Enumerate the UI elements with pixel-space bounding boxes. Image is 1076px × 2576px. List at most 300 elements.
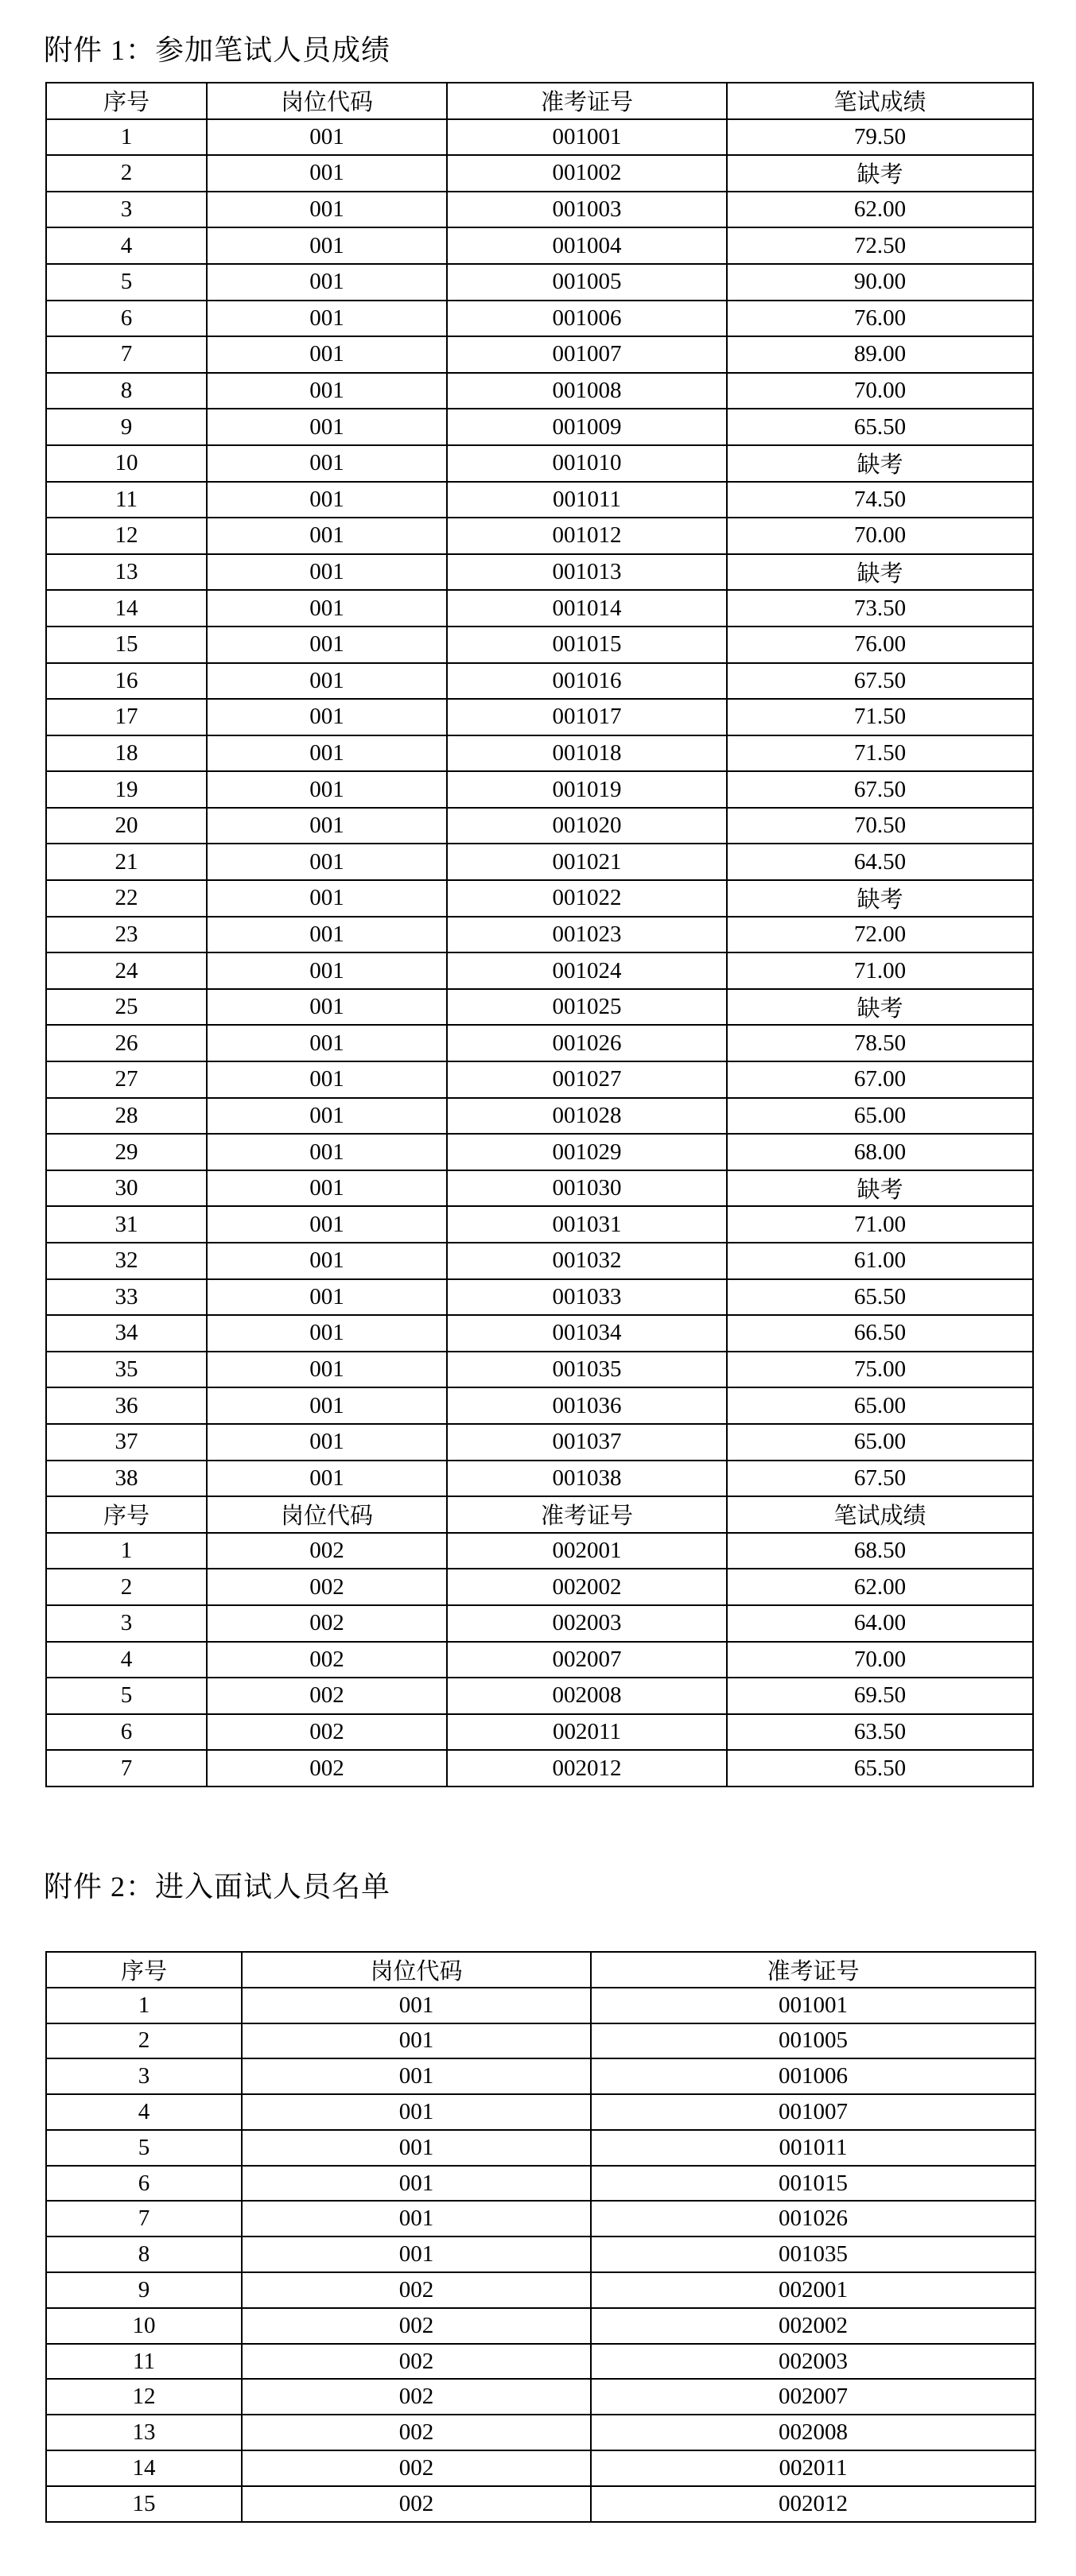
table-cell: 001010 [447, 445, 727, 482]
table-cell: 65.00 [727, 1098, 1033, 1135]
table-cell: 001 [207, 409, 447, 445]
column-header: 岗位代码 [207, 1496, 447, 1533]
table-cell: 3 [46, 1605, 207, 1642]
table-cell: 002007 [591, 2379, 1035, 2415]
table-cell: 24 [46, 952, 207, 989]
table-cell: 28 [46, 1098, 207, 1135]
table-row [46, 192, 1033, 228]
table-cell: 001 [207, 155, 447, 192]
table-cell: 38 [46, 1461, 207, 1497]
table-row [46, 1750, 1033, 1787]
table-cell: 001020 [447, 808, 727, 844]
table-cell: 19 [46, 771, 207, 808]
table-row [46, 1025, 1033, 1061]
table-cell: 5 [46, 1678, 207, 1714]
table-cell: 14 [46, 590, 207, 627]
table-cell: 69.50 [727, 1678, 1033, 1714]
table-cell: 001 [207, 627, 447, 663]
table-cell: 3 [46, 2058, 242, 2094]
table-row [46, 771, 1033, 808]
table-cell: 9 [46, 409, 207, 445]
table-cell: 001005 [447, 264, 727, 301]
table-row [46, 1605, 1033, 1642]
column-header: 岗位代码 [242, 1952, 591, 1988]
table-cell: 15 [46, 2486, 242, 2522]
table-row [46, 554, 1033, 591]
table-cell: 75.00 [727, 1352, 1033, 1388]
table-row [46, 1642, 1033, 1678]
table-cell: 001013 [447, 554, 727, 591]
table-cell: 71.50 [727, 735, 1033, 772]
table-cell: 001036 [447, 1387, 727, 1424]
table-cell: 71.00 [727, 1206, 1033, 1243]
column-header: 准考证号 [591, 1952, 1035, 1988]
table-row [46, 518, 1033, 554]
table-cell: 64.50 [727, 844, 1033, 880]
table-cell: 20 [46, 808, 207, 844]
table-row [46, 2201, 1035, 2237]
table-cell: 9 [46, 2272, 242, 2308]
table-cell: 29 [46, 1134, 207, 1170]
table-row [46, 2486, 1035, 2522]
table-cell: 001 [207, 917, 447, 953]
table-cell: 001 [207, 880, 447, 917]
table-cell: 8 [46, 2237, 242, 2272]
table-cell: 缺考 [727, 155, 1033, 192]
table-cell: 001 [207, 264, 447, 301]
table-row [46, 1315, 1033, 1352]
table-cell: 缺考 [727, 1170, 1033, 1207]
table-cell: 002 [242, 2379, 591, 2415]
table-cell: 65.50 [727, 1279, 1033, 1316]
table-cell: 001014 [447, 590, 727, 627]
table-cell: 001015 [447, 627, 727, 663]
table-cell: 001 [207, 1315, 447, 1352]
table-cell: 001018 [447, 735, 727, 772]
column-header: 序号 [46, 1952, 242, 1988]
table-cell: 11 [46, 2344, 242, 2380]
table-cell: 76.00 [727, 301, 1033, 337]
table-cell: 72.50 [727, 227, 1033, 264]
table-cell: 65.50 [727, 409, 1033, 445]
table-cell: 001038 [447, 1461, 727, 1497]
table-cell: 73.50 [727, 590, 1033, 627]
table-cell: 2 [46, 155, 207, 192]
table-cell: 001 [242, 2166, 591, 2202]
table-cell: 002012 [447, 1750, 727, 1787]
table-cell: 002001 [591, 2272, 1035, 2308]
column-header: 序号 [46, 83, 207, 119]
table-cell: 1 [46, 1533, 207, 1569]
table-cell: 16 [46, 663, 207, 700]
table-cell: 001021 [447, 844, 727, 880]
table-cell: 001017 [447, 699, 727, 735]
table-row [46, 1533, 1033, 1569]
table-cell: 90.00 [727, 264, 1033, 301]
table-row [46, 1387, 1033, 1424]
table-cell: 001011 [447, 482, 727, 518]
table-cell: 001 [207, 482, 447, 518]
table-cell: 002 [242, 2344, 591, 2380]
written-test-score-table [45, 82, 1034, 1787]
table-row [46, 1352, 1033, 1388]
table-cell: 001 [207, 590, 447, 627]
table-row [46, 1243, 1033, 1279]
table-cell: 67.50 [727, 663, 1033, 700]
table-cell: 001 [242, 2094, 591, 2130]
table-cell: 67.50 [727, 771, 1033, 808]
table-cell: 001004 [447, 227, 727, 264]
attachment2-title: 附件 2：进入面试人员名单 [44, 1870, 391, 1903]
table-row [46, 627, 1033, 663]
table-cell: 001001 [591, 1988, 1035, 2023]
table-cell: 62.00 [727, 1569, 1033, 1605]
table-cell: 70.00 [727, 518, 1033, 554]
table-cell: 001026 [591, 2201, 1035, 2237]
table-cell: 001 [207, 771, 447, 808]
table-cell: 22 [46, 880, 207, 917]
interview-list-table [45, 1951, 1036, 2523]
table-cell: 001002 [447, 155, 727, 192]
table-cell: 001001 [447, 119, 727, 156]
score-table-group-001 [46, 83, 1033, 1496]
table-row [46, 1206, 1033, 1243]
table-cell: 27 [46, 1061, 207, 1098]
attachment1-title: 附件 1：参加笔试人员成绩 [44, 34, 391, 66]
table-row [46, 2023, 1035, 2059]
table-row [46, 917, 1033, 953]
table-cell: 002 [207, 1533, 447, 1569]
table-row [46, 808, 1033, 844]
table-row [46, 2344, 1035, 2380]
table-row [46, 227, 1033, 264]
table-cell: 002 [207, 1605, 447, 1642]
table-cell: 12 [46, 2379, 242, 2415]
table-cell: 72.00 [727, 917, 1033, 953]
table-row [46, 1988, 1035, 2023]
table-cell: 002 [207, 1714, 447, 1751]
table-cell: 001032 [447, 1243, 727, 1279]
table-cell: 001007 [591, 2094, 1035, 2130]
table-row [46, 2094, 1035, 2130]
table-cell: 13 [46, 2415, 242, 2450]
table-cell: 70.50 [727, 808, 1033, 844]
table-cell: 002 [207, 1750, 447, 1787]
table-cell: 18 [46, 735, 207, 772]
column-header: 准考证号 [447, 1496, 727, 1533]
table-row [46, 264, 1033, 301]
table-cell: 001 [242, 2130, 591, 2166]
table-cell: 001 [242, 2237, 591, 2272]
table-cell: 001 [207, 952, 447, 989]
table-row [46, 2308, 1035, 2344]
table-cell: 001 [207, 373, 447, 409]
table-cell: 001012 [447, 518, 727, 554]
table-cell: 13 [46, 554, 207, 591]
table-cell: 002008 [447, 1678, 727, 1714]
table-cell: 002 [207, 1569, 447, 1605]
table-row [46, 1134, 1033, 1170]
interview-table-body [46, 1952, 1035, 2522]
table-cell: 7 [46, 1750, 207, 1787]
table-cell: 001005 [591, 2023, 1035, 2059]
table-cell: 001 [207, 808, 447, 844]
table-cell: 001033 [447, 1279, 727, 1316]
table-cell: 6 [46, 1714, 207, 1751]
table-cell: 001 [207, 336, 447, 373]
table-cell: 002007 [447, 1642, 727, 1678]
table-cell: 2 [46, 2023, 242, 2059]
table-cell: 001035 [591, 2237, 1035, 2272]
table-row [46, 1714, 1033, 1751]
table-cell: 6 [46, 2166, 242, 2202]
table-cell: 68.50 [727, 1533, 1033, 1569]
table-cell: 001 [207, 1098, 447, 1135]
table-cell: 65.50 [727, 1750, 1033, 1787]
table-row [46, 482, 1033, 518]
table-row [46, 2166, 1035, 2202]
table-cell: 002 [242, 2272, 591, 2308]
table-row [46, 2450, 1035, 2486]
table-cell: 26 [46, 1025, 207, 1061]
table-cell: 4 [46, 1642, 207, 1678]
table-row [46, 2272, 1035, 2308]
table-row [46, 1279, 1033, 1316]
table-cell: 001 [207, 227, 447, 264]
table-cell: 001 [207, 1352, 447, 1388]
score-table-group-002 [46, 1496, 1033, 1787]
table-cell: 001006 [447, 301, 727, 337]
table-row [46, 336, 1033, 373]
header-row [46, 83, 1033, 119]
table-cell: 001 [207, 1134, 447, 1170]
column-header: 笔试成绩 [727, 1496, 1033, 1533]
table-row [46, 735, 1033, 772]
table-row [46, 989, 1033, 1026]
table-cell: 001022 [447, 880, 727, 917]
table-cell: 001037 [447, 1424, 727, 1461]
table-cell: 70.00 [727, 1642, 1033, 1678]
table-row [46, 1424, 1033, 1461]
table-row [46, 880, 1033, 917]
table-row [46, 2058, 1035, 2094]
table-cell: 65.00 [727, 1387, 1033, 1424]
table-cell: 001 [242, 2058, 591, 2094]
table-row [46, 2130, 1035, 2166]
table-cell: 缺考 [727, 880, 1033, 917]
table-cell: 001 [207, 1387, 447, 1424]
column-header: 岗位代码 [207, 83, 447, 119]
table-cell: 62.00 [727, 192, 1033, 228]
table-row [46, 119, 1033, 156]
table-cell: 002 [242, 2486, 591, 2522]
table-cell: 001026 [447, 1025, 727, 1061]
table-cell: 002011 [591, 2450, 1035, 2486]
table-cell: 001 [242, 1988, 591, 2023]
table-cell: 11 [46, 482, 207, 518]
table-cell: 12 [46, 518, 207, 554]
table-cell: 35 [46, 1352, 207, 1388]
column-header: 准考证号 [447, 83, 727, 119]
table-cell: 001009 [447, 409, 727, 445]
table-row [46, 663, 1033, 700]
table-cell: 78.50 [727, 1025, 1033, 1061]
table-cell: 001 [207, 1461, 447, 1497]
table-cell: 001006 [591, 2058, 1035, 2094]
table-cell: 001028 [447, 1098, 727, 1135]
table-cell: 001027 [447, 1061, 727, 1098]
table-cell: 4 [46, 227, 207, 264]
table-row [46, 590, 1033, 627]
column-header: 序号 [46, 1496, 207, 1533]
table-cell: 缺考 [727, 554, 1033, 591]
table-cell: 001031 [447, 1206, 727, 1243]
table-cell: 67.00 [727, 1061, 1033, 1098]
table-cell: 10 [46, 445, 207, 482]
table-cell: 67.50 [727, 1461, 1033, 1497]
table-cell: 89.00 [727, 336, 1033, 373]
table-cell: 001 [207, 1279, 447, 1316]
table-cell: 002003 [591, 2344, 1035, 2380]
table-cell: 66.50 [727, 1315, 1033, 1352]
table-cell: 14 [46, 2450, 242, 2486]
table-cell: 001019 [447, 771, 727, 808]
table-cell: 63.50 [727, 1714, 1033, 1751]
table-cell: 002002 [591, 2308, 1035, 2344]
table-cell: 30 [46, 1170, 207, 1207]
table-row [46, 1170, 1033, 1207]
table-cell: 36 [46, 1387, 207, 1424]
table-cell: 002012 [591, 2486, 1035, 2522]
table-cell: 001 [207, 1170, 447, 1207]
table-row [46, 373, 1033, 409]
table-cell: 001 [207, 554, 447, 591]
table-cell: 001011 [591, 2130, 1035, 2166]
table-row [46, 1098, 1033, 1135]
table-cell: 17 [46, 699, 207, 735]
table-cell: 33 [46, 1279, 207, 1316]
table-cell: 001 [207, 989, 447, 1026]
table-row [46, 2379, 1035, 2415]
table-cell: 002 [207, 1678, 447, 1714]
table-cell: 32 [46, 1243, 207, 1279]
table-cell: 6 [46, 301, 207, 337]
table-cell: 缺考 [727, 445, 1033, 482]
table-cell: 1 [46, 1988, 242, 2023]
table-cell: 缺考 [727, 989, 1033, 1026]
table-cell: 002002 [447, 1569, 727, 1605]
table-row [46, 155, 1033, 192]
table-cell: 001 [207, 518, 447, 554]
table-cell: 002001 [447, 1533, 727, 1569]
table-row [46, 409, 1033, 445]
table-cell: 001024 [447, 952, 727, 989]
table-cell: 001 [207, 119, 447, 156]
table-cell: 2 [46, 1569, 207, 1605]
table-cell: 4 [46, 2094, 242, 2130]
table-cell: 001 [207, 1424, 447, 1461]
table-cell: 8 [46, 373, 207, 409]
table-cell: 7 [46, 2201, 242, 2237]
table-row [46, 301, 1033, 337]
table-row [46, 952, 1033, 989]
table-row [46, 2237, 1035, 2272]
table-cell: 001 [242, 2201, 591, 2237]
table-cell: 002011 [447, 1714, 727, 1751]
table-cell: 1 [46, 119, 207, 156]
table-cell: 21 [46, 844, 207, 880]
table-cell: 68.00 [727, 1134, 1033, 1170]
table-cell: 002003 [447, 1605, 727, 1642]
table-row [46, 1569, 1033, 1605]
table-cell: 61.00 [727, 1243, 1033, 1279]
table-cell: 5 [46, 264, 207, 301]
table-cell: 3 [46, 192, 207, 228]
header-row [46, 1952, 1035, 1988]
table-cell: 23 [46, 917, 207, 953]
table-cell: 7 [46, 336, 207, 373]
table-cell: 002 [242, 2450, 591, 2486]
table-cell: 25 [46, 989, 207, 1026]
table-cell: 001 [242, 2023, 591, 2059]
table-cell: 64.00 [727, 1605, 1033, 1642]
table-cell: 001016 [447, 663, 727, 700]
table-cell: 001029 [447, 1134, 727, 1170]
table-cell: 5 [46, 2130, 242, 2166]
table-cell: 001008 [447, 373, 727, 409]
table-cell: 001 [207, 192, 447, 228]
table-cell: 74.50 [727, 482, 1033, 518]
table-cell: 002 [242, 2308, 591, 2344]
table-cell: 001007 [447, 336, 727, 373]
table-row [46, 2415, 1035, 2450]
table-cell: 001 [207, 301, 447, 337]
table-cell: 71.00 [727, 952, 1033, 989]
table-cell: 001 [207, 844, 447, 880]
table-cell: 001 [207, 663, 447, 700]
table-cell: 002 [207, 1642, 447, 1678]
table-cell: 001 [207, 445, 447, 482]
table-cell: 001030 [447, 1170, 727, 1207]
table-cell: 65.00 [727, 1424, 1033, 1461]
table-cell: 001 [207, 1206, 447, 1243]
table-row [46, 445, 1033, 482]
table-cell: 001023 [447, 917, 727, 953]
table-cell: 71.50 [727, 699, 1033, 735]
table-row [46, 699, 1033, 735]
table-cell: 001035 [447, 1352, 727, 1388]
table-cell: 10 [46, 2308, 242, 2344]
column-header: 笔试成绩 [727, 83, 1033, 119]
table-cell: 002 [242, 2415, 591, 2450]
table-cell: 001034 [447, 1315, 727, 1352]
table-cell: 001 [207, 1061, 447, 1098]
table-row [46, 1061, 1033, 1098]
table-cell: 15 [46, 627, 207, 663]
table-cell: 37 [46, 1424, 207, 1461]
table-cell: 70.00 [727, 373, 1033, 409]
table-cell: 76.00 [727, 627, 1033, 663]
table-cell: 31 [46, 1206, 207, 1243]
header-row [46, 1496, 1033, 1533]
table-row [46, 844, 1033, 880]
table-cell: 001003 [447, 192, 727, 228]
table-cell: 001 [207, 699, 447, 735]
table-cell: 001 [207, 1025, 447, 1061]
table-cell: 001015 [591, 2166, 1035, 2202]
table-cell: 001 [207, 735, 447, 772]
table-cell: 001 [207, 1243, 447, 1279]
